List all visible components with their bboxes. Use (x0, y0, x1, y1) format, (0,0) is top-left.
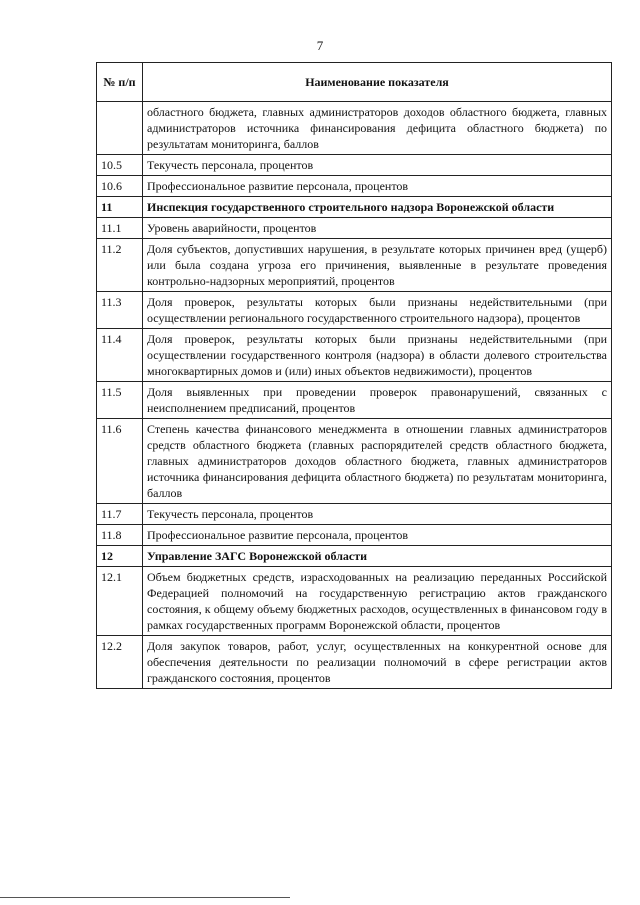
row-number: 10.5 (97, 155, 143, 176)
table-body (97, 102, 612, 689)
table-header-row (97, 63, 612, 102)
indicator-name: Текучесть персонала, процентов (143, 155, 612, 176)
indicator-name: Доля проверок, результаты которых были признаны недействительными (при осуществлении регионального государственного строительного надзора), процентов (143, 292, 612, 329)
row-number: 12.2 (97, 636, 143, 689)
table-row (97, 218, 612, 239)
indicator-name: Доля субъектов, допустивших нарушения, в результате которых причинен вред (ущерб) или была создана угроза его причинения, выявленные в результате проведения контрольно-надзорных мероприятий, процентов (143, 239, 612, 292)
indicator-name: Профессиональное развитие персонала, процентов (143, 525, 612, 546)
row-number: 11.2 (97, 239, 143, 292)
row-number: 12.1 (97, 567, 143, 636)
indicator-name: Степень качества финансового менеджмента в отношении главных администраторов средств областного бюджета (главных распорядителей средств областного бюджета, главных администраторов доходов областного бюджета, главных администраторов источника финансирования дефицита областного бюджета) по результатам мониторинга, баллов (143, 419, 612, 504)
row-number: 11.5 (97, 382, 143, 419)
section-row (97, 546, 612, 567)
indicator-name: Уровень аварийности, процентов (143, 218, 612, 239)
table-row (97, 329, 612, 382)
header-name: Наименование показателя (143, 63, 612, 102)
row-number: 11.7 (97, 504, 143, 525)
indicators-table (96, 62, 612, 689)
indicator-name: Управление ЗАГС Воронежской области (143, 546, 612, 567)
indicator-name: Объем бюджетных средств, израсходованных на реализацию переданных Российской Федерацией полномочий на государственную регистрацию актов гражданского состояния, к общему объему бюджетных расходов, осуществленных в финансовом году в рамках государственных программ Воронежской области, процентов (143, 567, 612, 636)
section-row (97, 197, 612, 218)
row-number: 11 (97, 197, 143, 218)
row-number: 11.8 (97, 525, 143, 546)
row-number: 11.4 (97, 329, 143, 382)
table-row (97, 239, 612, 292)
table-row (97, 292, 612, 329)
table-row (97, 419, 612, 504)
table-row (97, 102, 612, 155)
row-number (97, 102, 143, 155)
row-number: 10.6 (97, 176, 143, 197)
indicator-name: Текучесть персонала, процентов (143, 504, 612, 525)
table-row (97, 382, 612, 419)
indicator-name: Доля закупок товаров, работ, услуг, осуществленных на конкурентной основе для обеспечения деятельности по реализации полномочий в сфере регистрации актов гражданского состояния, процентов (143, 636, 612, 689)
indicator-name: Инспекция государственного строительного надзора Воронежской области (143, 197, 612, 218)
table-row (97, 176, 612, 197)
indicator-name: Доля проверок, результаты которых были признаны недействительными (при осуществлении государственного контроля (надзора) в области долевого строительства многоквартирных домов и (или) иных объектов недвижимости), процентов (143, 329, 612, 382)
indicator-name: Доля выявленных при проведении проверок правонарушений, связанных с неисполнением предписаний, процентов (143, 382, 612, 419)
table-row (97, 155, 612, 176)
row-number: 11.3 (97, 292, 143, 329)
table-row (97, 525, 612, 546)
table-row (97, 504, 612, 525)
indicator-name: областного бюджета, главных администраторов доходов областного бюджета, главных администраторов источника финансирования дефицита областного бюджета) по результатам мониторинга, баллов (143, 102, 612, 155)
row-number: 12 (97, 546, 143, 567)
header-num: № п/п (97, 63, 143, 102)
row-number: 11.1 (97, 218, 143, 239)
row-number: 11.6 (97, 419, 143, 504)
page-footer-rule (0, 897, 290, 898)
table-row (97, 636, 612, 689)
table-row (97, 567, 612, 636)
page-number: 7 (316, 38, 324, 53)
indicator-name: Профессиональное развитие персонала, процентов (143, 176, 612, 197)
